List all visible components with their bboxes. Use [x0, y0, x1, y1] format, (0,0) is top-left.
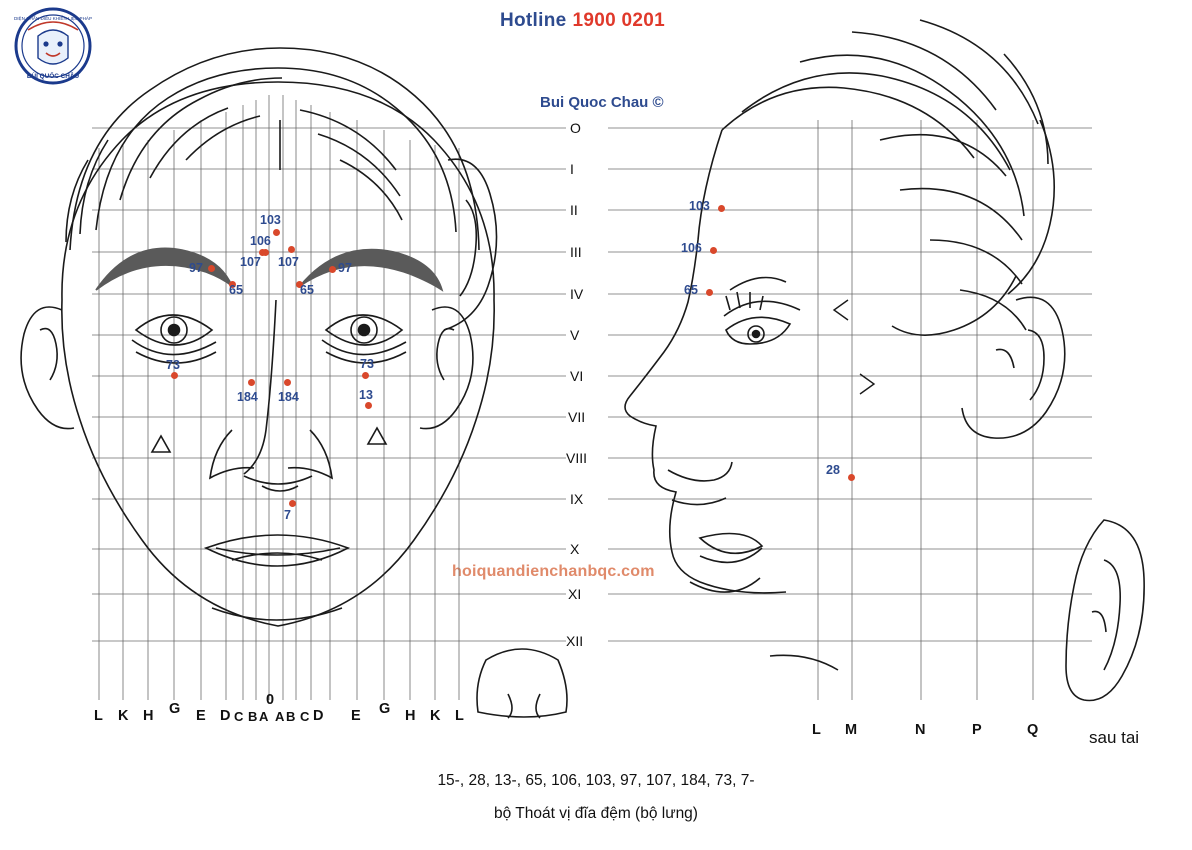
- side-col-label-P: P: [972, 722, 982, 738]
- point-label-97-left: 97: [189, 261, 203, 275]
- col-label-A-right: A: [275, 709, 285, 724]
- col-label-B-left: B: [248, 709, 258, 724]
- point-label-106-front: 106: [250, 234, 271, 248]
- point-label-28-side: 28: [826, 463, 840, 477]
- caption-points-list: 15-, 28, 13-, 65, 106, 103, 97, 107, 184, 73, 7-: [437, 772, 755, 789]
- point-dot-184-right[interactable]: [284, 379, 291, 386]
- point-label-103-front: 103: [260, 213, 281, 227]
- caption-protocol-name: bộ Thoát vị đĩa đệm (bộ lưng): [494, 805, 698, 822]
- site-watermark: hoiquandienchanbqc.com: [452, 563, 655, 580]
- point-label-73-right: 73: [360, 357, 374, 371]
- point-label-107-right: 107: [278, 255, 299, 269]
- point-dot-13[interactable]: [365, 402, 372, 409]
- side-col-label-L: L: [812, 722, 821, 738]
- svg-text:DIỆN CHẨN ĐIỀU KHIỂN LIỆU PHÁP: DIỆN CHẨN ĐIỀU KHIỂN LIỆU PHÁP: [13, 16, 93, 21]
- front-grid: [92, 95, 566, 700]
- ear-detail-drawing: [1066, 520, 1144, 701]
- row-label-VIII: VIII: [566, 450, 588, 466]
- col-label-L-left: L: [94, 708, 103, 724]
- col-label-B-right: B: [286, 709, 296, 724]
- col-label-G-right: G: [379, 701, 391, 717]
- point-label-107-left: 107: [240, 255, 261, 269]
- point-dot-106-side[interactable]: [710, 247, 717, 254]
- col-label-G-left: G: [169, 701, 181, 717]
- row-label-X: X: [570, 541, 580, 557]
- point-dot-103-front[interactable]: [273, 229, 280, 236]
- row-label-XII: XII: [566, 633, 584, 649]
- col-label-C-right: C: [300, 709, 310, 724]
- row-label-V: V: [570, 327, 580, 343]
- col-label-A-left: A: [259, 709, 269, 724]
- point-label-65-right: 65: [300, 283, 314, 297]
- point-label-97-right: 97: [338, 261, 352, 275]
- point-label-184-left: 184: [237, 390, 258, 404]
- row-label-VI: VI: [570, 368, 584, 384]
- col-label-D-right: D: [313, 708, 324, 724]
- point-dot-65-side[interactable]: [706, 289, 713, 296]
- row-label-II: II: [570, 202, 578, 218]
- author-credit: Bui Quoc Chau ©: [540, 94, 664, 111]
- side-col-label-M: M: [845, 722, 858, 738]
- point-dot-73-left[interactable]: [171, 372, 178, 379]
- row-label-XI: XI: [568, 586, 582, 602]
- row-label-IV: IV: [570, 286, 584, 302]
- col-label-K-right: K: [430, 708, 441, 724]
- point-label-103-side: 103: [689, 199, 710, 213]
- point-label-65-left: 65: [229, 283, 243, 297]
- point-dot-107-right[interactable]: [288, 246, 295, 253]
- col-label-E-right: E: [351, 708, 361, 724]
- nose-detail-drawing: [477, 649, 567, 718]
- hotline-label: Hotline: [500, 10, 567, 31]
- point-label-73-left: 73: [166, 358, 180, 372]
- svg-text:BÙI QUỐC CHÂU: BÙI QUỐC CHÂU: [26, 73, 80, 80]
- point-label-106-side: 106: [681, 241, 702, 255]
- point-dot-97-left[interactable]: [208, 265, 215, 272]
- side-face-drawing: [625, 20, 1065, 670]
- point-label-65-side: 65: [684, 283, 698, 297]
- point-dot-97-right[interactable]: [329, 266, 336, 273]
- point-dot-103-side[interactable]: [718, 205, 725, 212]
- side-col-label-N: N: [915, 722, 926, 738]
- point-dot-7[interactable]: [289, 500, 296, 507]
- point-label-7: 7: [284, 508, 291, 522]
- row-label-VII: VII: [568, 409, 586, 425]
- col-label-L-right: L: [455, 708, 464, 724]
- row-label-I: I: [570, 161, 574, 177]
- side-col-label-Q: Q: [1027, 722, 1039, 738]
- row-label-III: III: [570, 244, 582, 260]
- col-label-H-left: H: [143, 708, 154, 724]
- col-label-K-left: K: [118, 708, 129, 724]
- row-label-IX: IX: [570, 491, 584, 507]
- hotline-number: 1900 0201: [572, 10, 666, 31]
- side-grid: [608, 120, 1092, 700]
- col-label-D-left: D: [220, 708, 231, 724]
- col-label-C-left: C: [234, 709, 244, 724]
- col-label-center-0: 0: [266, 692, 275, 708]
- point-dot-28-side[interactable]: [848, 474, 855, 481]
- front-face-drawing: [21, 48, 496, 626]
- point-label-13: 13: [359, 388, 373, 402]
- behind-ear-label: sau tai: [1089, 728, 1140, 747]
- col-label-E-left: E: [196, 708, 206, 724]
- point-dot-184-left[interactable]: [248, 379, 255, 386]
- row-label-O: O: [570, 120, 581, 136]
- point-label-184-right: 184: [278, 390, 299, 404]
- point-dot-73-right[interactable]: [362, 372, 369, 379]
- col-label-H-right: H: [405, 708, 416, 724]
